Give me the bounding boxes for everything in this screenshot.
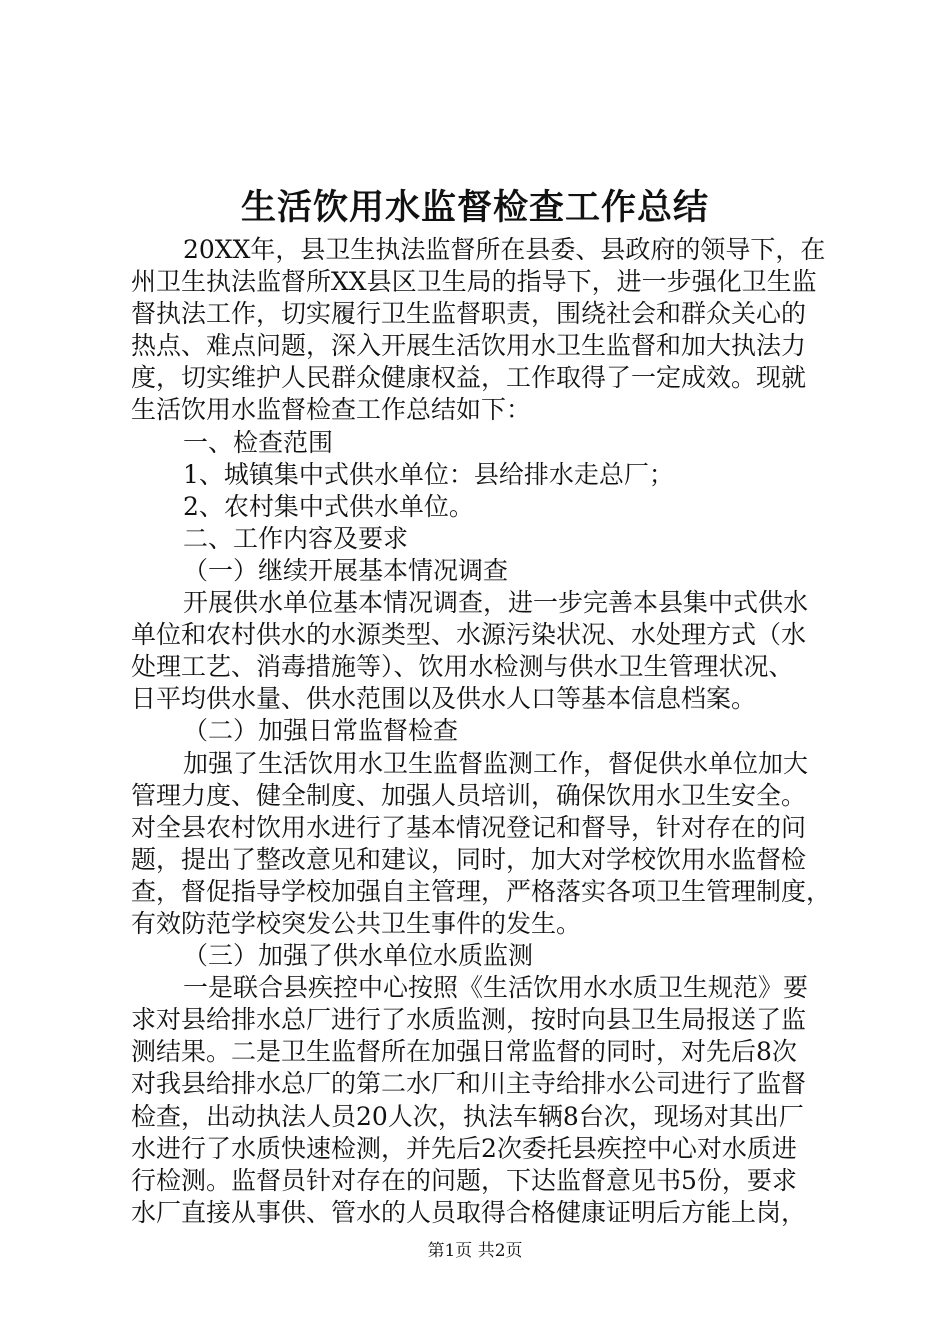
text-line: 一是联合县疾控中心按照《生活饮用水水质卫生规范》要 <box>183 973 809 1003</box>
text-line: 处理工艺、消毒措施等）、饮用水检测与供水卫生管理状况、 <box>131 652 794 682</box>
text-line: 生活饮用水监督检查工作总结如下： <box>131 395 532 425</box>
text-line: 有效防范学校突发公共卫生事件的发生。 <box>131 908 582 938</box>
text-line: 热点、难点问题，深入开展生活饮用水卫生监督和加大执法力 <box>131 331 807 361</box>
page-footer: 第1页 共2页 <box>427 1241 523 1261</box>
text-line: 单位和农村供水的水源类型、水源污染状况、水处理方式（水 <box>131 620 807 650</box>
text-line: 题，提出了整改意见和建议，同时，加大对学校饮用水监督检 <box>131 844 807 874</box>
text-line: 检查，出动执法人员20人次，执法车辆8台次，现场对其出厂 <box>131 1101 804 1131</box>
text-line: 对我县给排水总厂的第二水厂和川主寺给排水公司进行了监督 <box>131 1069 807 1099</box>
text-line: （三）加强了供水单位水质监测 <box>183 941 534 971</box>
document-title: 生活饮用水监督检查工作总结 <box>240 188 709 228</box>
text-line: 20XX年，县卫生执法监督所在县委、县政府的领导下，在 <box>183 235 826 264</box>
text-line: 行检测。监督员针对存在的问题，下达监督意见书5份，要求 <box>131 1165 797 1195</box>
text-line: （一）继续开展基本情况调查 <box>183 555 509 585</box>
text-line: 2、农村集中式供水单位。 <box>183 491 474 521</box>
text-line: 水厂直接从事供、管水的人员取得合格健康证明后方能上岗， <box>131 1197 807 1227</box>
text-line: 加强了生活饮用水卫生监督监测工作，督促供水单位加大 <box>183 748 809 778</box>
text-line: 督执法工作，切实履行卫生监督职责，围绕社会和群众关心的 <box>131 299 807 329</box>
text-line: 州卫生执法监督所XX县区卫生局的指导下，进一步强化卫生监 <box>131 267 817 297</box>
text-line: 管理力度、健全制度、加强人员培训，确保饮用水卫生安全。 <box>131 780 807 810</box>
text-line: 度，切实维护人民群众健康权益，工作取得了一定成效。现就 <box>131 363 807 393</box>
text-line: 二、工作内容及要求 <box>183 523 409 553</box>
text-line: 对全县农村饮用水进行了基本情况登记和督导，针对存在的问 <box>131 812 807 842</box>
text-line: 1、城镇集中式供水单位：县给排水走总厂； <box>183 459 674 489</box>
document-body <box>131 234 851 1229</box>
text-line: 开展供水单位基本情况调查，进一步完善本县集中式供水 <box>183 588 809 618</box>
text-line: 求对县给排水总厂进行了水质监测，按时向县卫生局报送了监 <box>131 1005 807 1035</box>
text-line: （二）加强日常监督检查 <box>183 716 459 746</box>
text-line: 一、检查范围 <box>183 427 334 457</box>
text-line: 日平均供水量、供水范围以及供水人口等基本信息档案。 <box>131 684 757 714</box>
text-line: 测结果。二是卫生监督所在加强日常监督的同时，对先后8次 <box>131 1037 797 1067</box>
text-line: 查，督促指导学校加强自主管理，严格落实各项卫生管理制度， <box>131 876 832 906</box>
text-line: 水进行了水质快速检测，并先后2次委托县疾控中心对水质进 <box>131 1133 797 1163</box>
